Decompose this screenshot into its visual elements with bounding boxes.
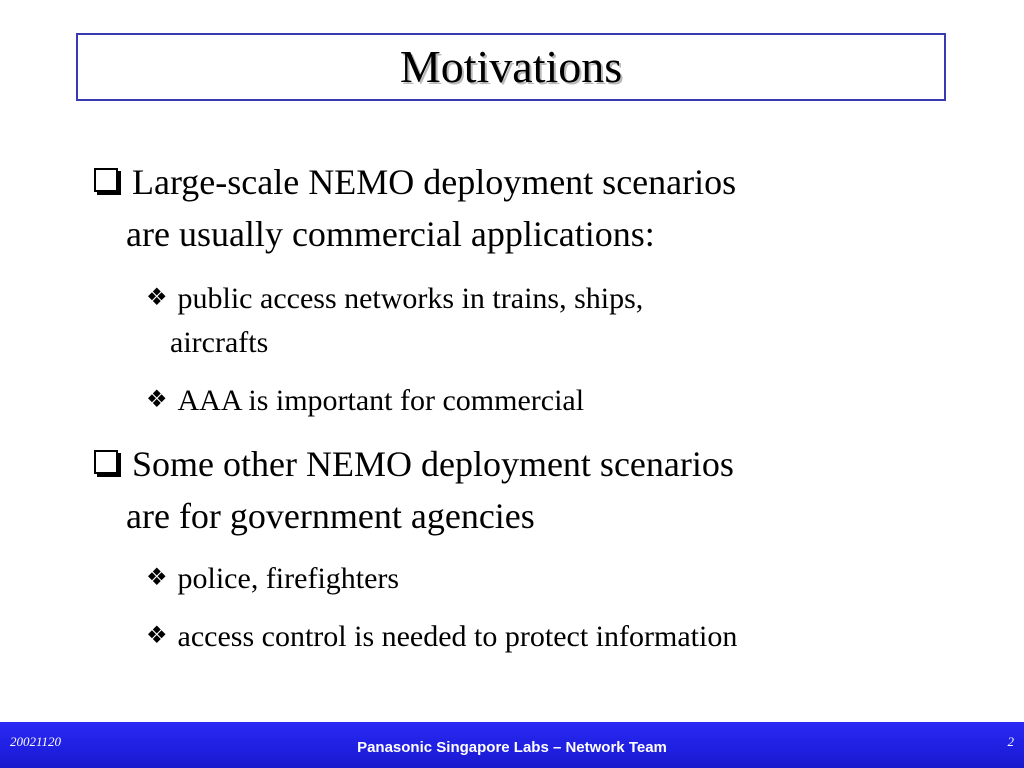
sub-bullet-item xyxy=(146,378,926,423)
bullet-item xyxy=(94,156,954,260)
sub-bullet-text-line1: AAA is important for commercial xyxy=(177,384,585,417)
sub-bullet-text-line1: public access networks in trains, ships, xyxy=(177,282,644,315)
bullet-text-line2: are usually commercial applications: xyxy=(126,214,655,254)
four-diamond-bullet-icon: ❖ xyxy=(146,623,168,649)
hollow-square-bullet-icon xyxy=(94,450,118,474)
four-diamond-bullet-icon: ❖ xyxy=(146,387,168,413)
four-diamond-bullet-icon: ❖ xyxy=(146,565,168,591)
bullet-text-line1: Some other NEMO deployment scenarios xyxy=(132,444,734,484)
footer-date: 20021120 xyxy=(10,734,62,749)
page-number: 2 xyxy=(1007,734,1014,749)
bullet-item xyxy=(94,438,954,542)
hollow-square-bullet-icon xyxy=(94,168,118,192)
footer-organization: Panasonic Singapore Labs – Network Team xyxy=(357,739,667,756)
slide-title: Motivations xyxy=(399,41,623,92)
sub-bullet-text-line1: access control is needed to protect information xyxy=(177,620,738,653)
sub-bullet-text-line1: police, firefighters xyxy=(177,562,400,595)
bullet-text-line1: Large-scale NEMO deployment scenarios xyxy=(132,162,737,202)
four-diamond-bullet-icon: ❖ xyxy=(146,285,168,311)
bullet-text-line2: are for government agencies xyxy=(126,496,535,536)
sub-bullet-item xyxy=(146,614,926,659)
sub-bullet-item xyxy=(146,276,926,365)
sub-bullet-item xyxy=(146,556,926,601)
sub-bullet-text-line2: aircrafts xyxy=(170,326,269,359)
slide-footer xyxy=(0,722,1024,768)
